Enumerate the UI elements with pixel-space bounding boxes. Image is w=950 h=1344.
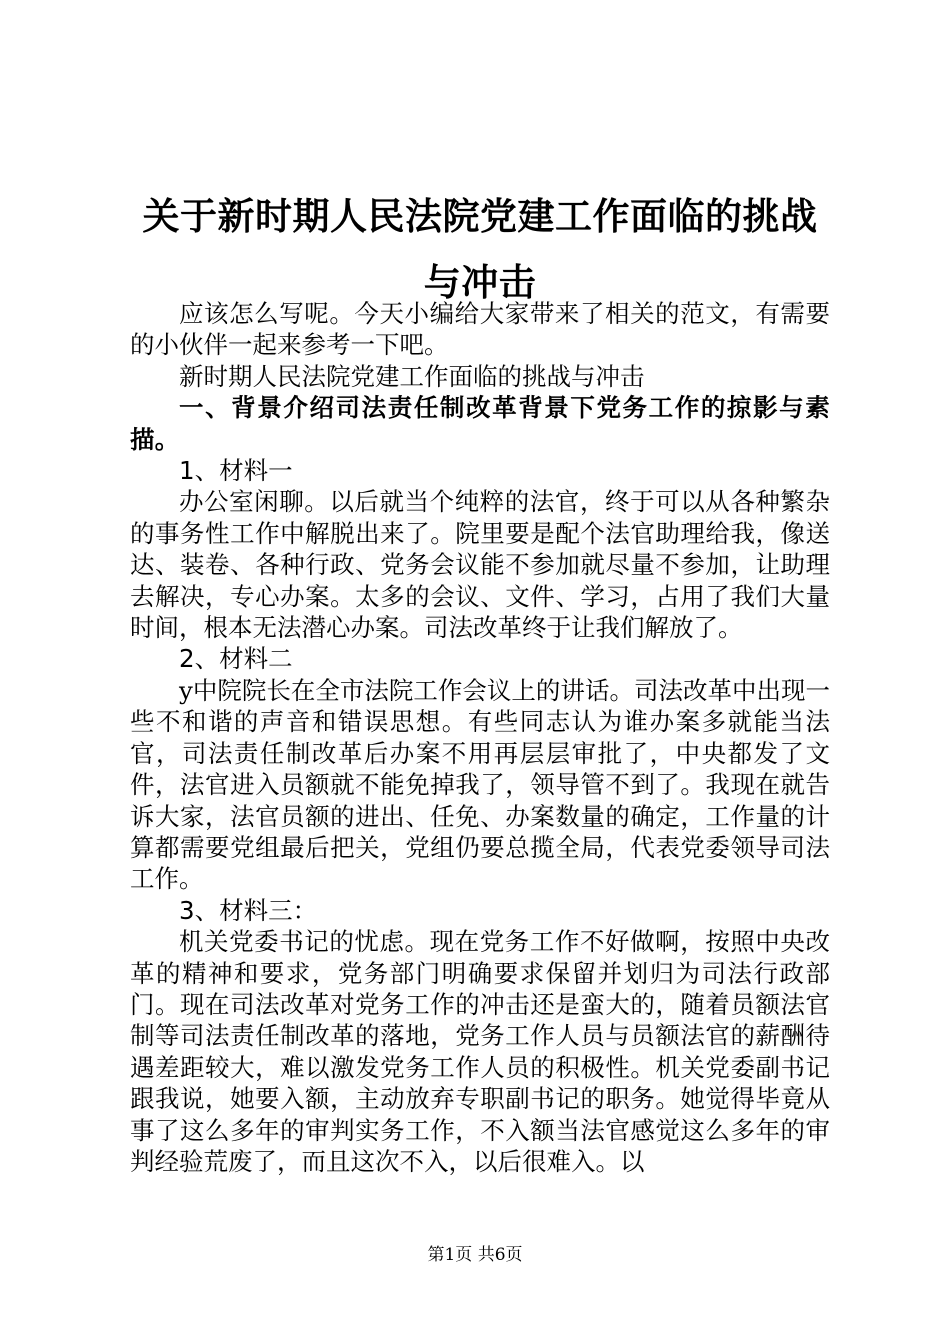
page-number-footer: 第1页 共6页 [427,1245,523,1265]
material-three-paragraph: 机关党委书记的忧虑。现在党务工作不好做啊，按照中央改革的精神和要求，党务部门明确要求保留并划归为司法行政部门。现在司法改革对党务工作的冲击还是蛮大的，随着员额法官制等司法责任制改革的落地，党务工作人员与员额法官的薪酬待遇差距较大，难以激发党务工作人员的积极性。机关党委副书记跟我说，她要入额，主动放弃专职副书记的职务。她觉得毕竟从事了这么多年的审判实务工作，不入额当法官感觉这么多年的审判经验荒废了，而且这次不入，以后很难入。以 [130,927,830,1176]
material-one-paragraph: 办公室闲聊。以后就当个纯粹的法官，终于可以从各种繁杂的事务性工作中解脱出来了。院里要是配个法官助理给我，像送达、装卷、各种行政、党务会议能不参加就尽量不参加，让助理去解决，专心办案。太多的会议、文件、学习，占用了我们大量时间，根本无法潜心办案。司法改革终于让我们解放了。 [130,487,830,643]
document-page [130,0,830,1344]
document-body [130,298,830,1177]
material-two-label: 2、材料二 [179,644,293,674]
material-one-label: 1、材料一 [179,456,293,486]
intro-paragraph: 应该怎么写呢。今天小编给大家带来了相关的范文，有需要的小伙伴一起来参考一下吧。 [130,299,830,360]
subtitle-paragraph: 新时期人民法院党建工作面临的挑战与冲击 [179,361,645,391]
section-heading: 一、背景介绍司法责任制改革背景下党务工作的掠影与素描。 [130,393,830,454]
material-three-label: 3、材料三： [179,895,318,925]
document-title: 关于新时期人民法院党建工作面临的挑战与冲击 [142,194,818,304]
material-two-paragraph: y中院院长在全市法院工作会议上的讲话。司法改革中出现一些不和谐的声音和错误思想。有些同志认为谁办案多就能当法官，司法责任制改革后办案不用再层层审批了，中央都发了文件，法官进入员额就不能免掉我了，领导管不到了。我现在就告诉大家，法官员额的进出、任免、办案数量的确定，工作量的计算都需要党组最后把关，党组仍要总揽全局，代表党委领导司法工作。 [130,675,830,894]
